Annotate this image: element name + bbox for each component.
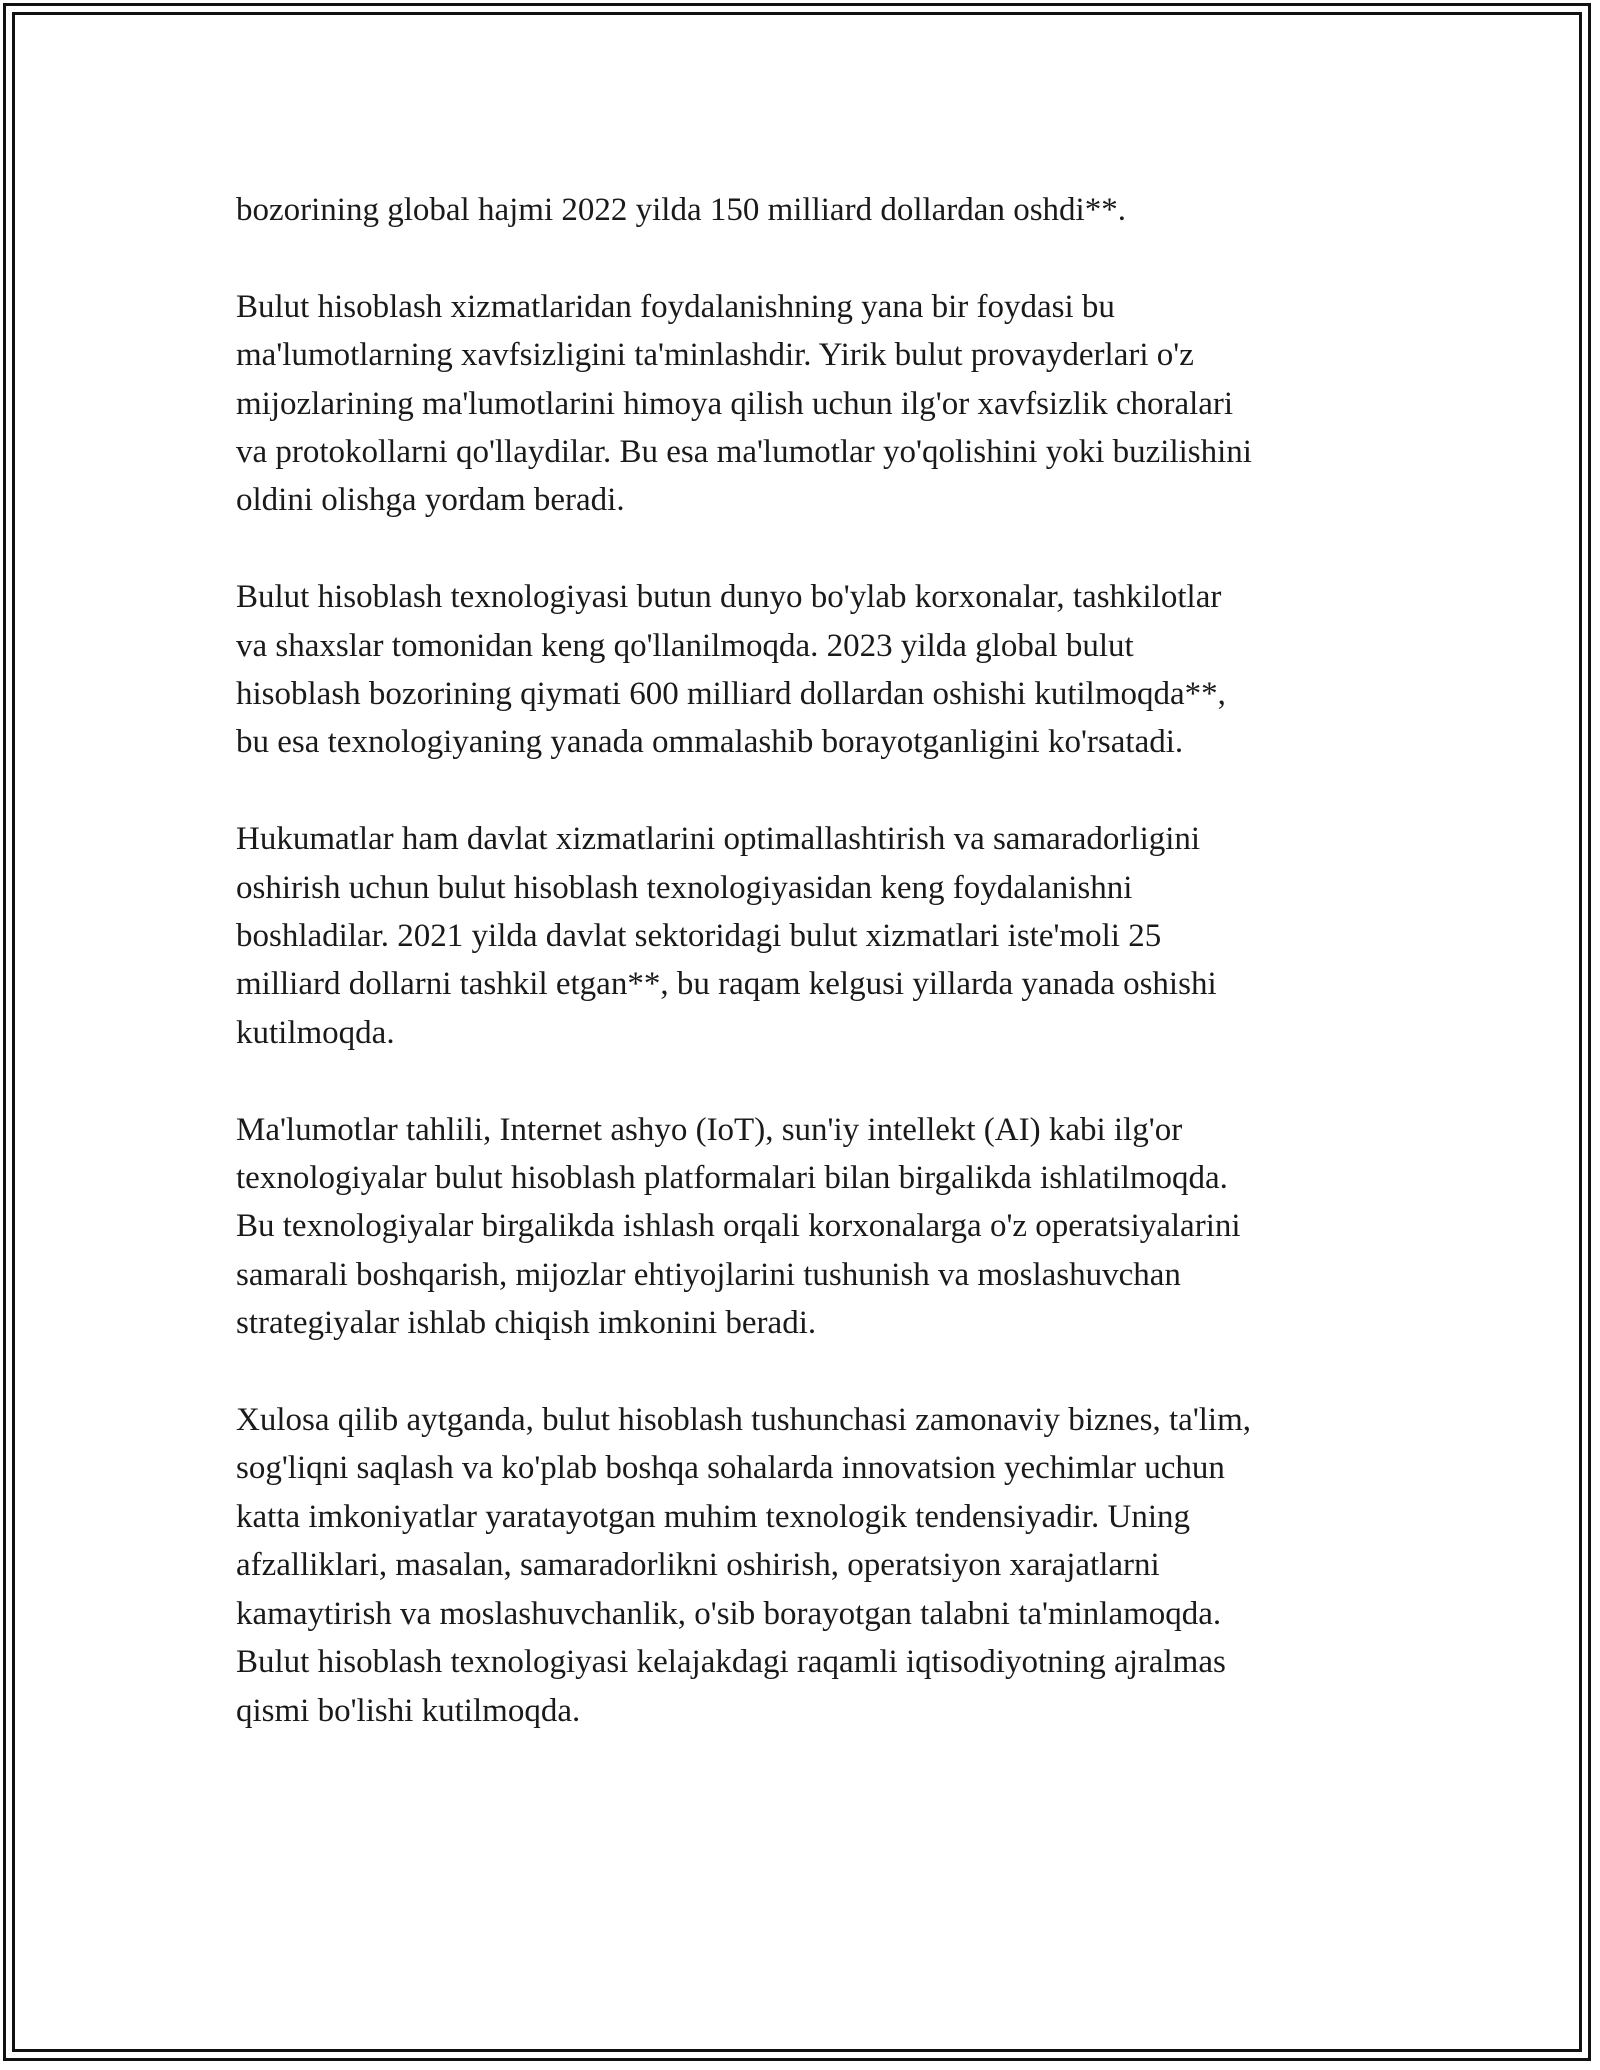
paragraph-global-adoption: Bulut hisoblash texnologiyasi butun dunyo bo'ylab korxonalar, tashkilotlar va shaxslar tomonidan keng qo'llanilmoqda. 2023 yilda global bulut hisoblash bozorining qiymati 600 milliard dollardan oshishi kutilmoqda**, bu esa texnologiyaning yanada ommalashib borayotganligini ko'rsatadi. bbox=[236, 579, 1226, 761]
paragraph-market-size: bozorining global hajmi 2022 yilda 150 milliard dollardan oshdi**. bbox=[236, 192, 1126, 228]
paragraph-technologies: Ma'lumotlar tahlili, Internet ashyo (IoT), sun'iy intellekt (AI) kabi ilg'or texnologiyalar bulut hisoblash platformalari bilan birgalikda ishlatilmoqda. Bu texnologiyalar birgalikda ishlash orqali korxonalarga o'z operatsiyalarini samarali boshqarish, mijozlar ehtiyojlarini tushunish va moslashuvchan strategiyalar ishlab chiqish imkonini beradi. bbox=[236, 1111, 1241, 1342]
paragraph-government: Hukumatlar ham davlat xizmatlarini optimallashtirish va samaradorligini oshirish uchun bulut hisoblash texnologiyasidan keng foydalanishni boshladilar. 2021 yilda davlat sektoridagi bulut xizmatlari iste'moli 25 milliard dollarni tashkil etgan**, bu raqam kelgusi yillarda yanada oshishi kutilmoqda. bbox=[236, 821, 1217, 1051]
paragraph-security: Bulut hisoblash xizmatlaridan foydalanishning yana bir foydasi bu ma'lumotlarning xavfsizligini ta'minlashdir. Yirik bulut provayderlari o'z mijozlarining ma'lumotlarini himoya qilish uchun ilg'or xavfsizlik choralari va protokollarni qo'llaydilar. Bu esa ma'lumotlar yo'qolishini yoki buzilishini oldini olishga yordam beradi. bbox=[236, 288, 1252, 519]
paragraph-conclusion: Xulosa qilib aytganda, bulut hisoblash tushunchasi zamonaviy biznes, ta'lim, sog'liqni saqlash va ko'plab boshqa sohalarda innovatsion yechimlar uchun katta imkoniyatlar yaratayotgan muhim texnologik tendensiyadir. Uning afzalliklari, masalan, samaradorlikni oshirish, operatsiyon xarajatlarni kamaytirish va moslashuvchanlik, o'sib borayotgan talabni ta'minlamoqda. Bulut hisoblash texnologiyasi kelajakdagi raqamli iqtisodiyotning ajralmas qismi bo'lishi kutilmoqda. bbox=[236, 1402, 1252, 1729]
document-body bbox=[236, 186, 1386, 1783]
